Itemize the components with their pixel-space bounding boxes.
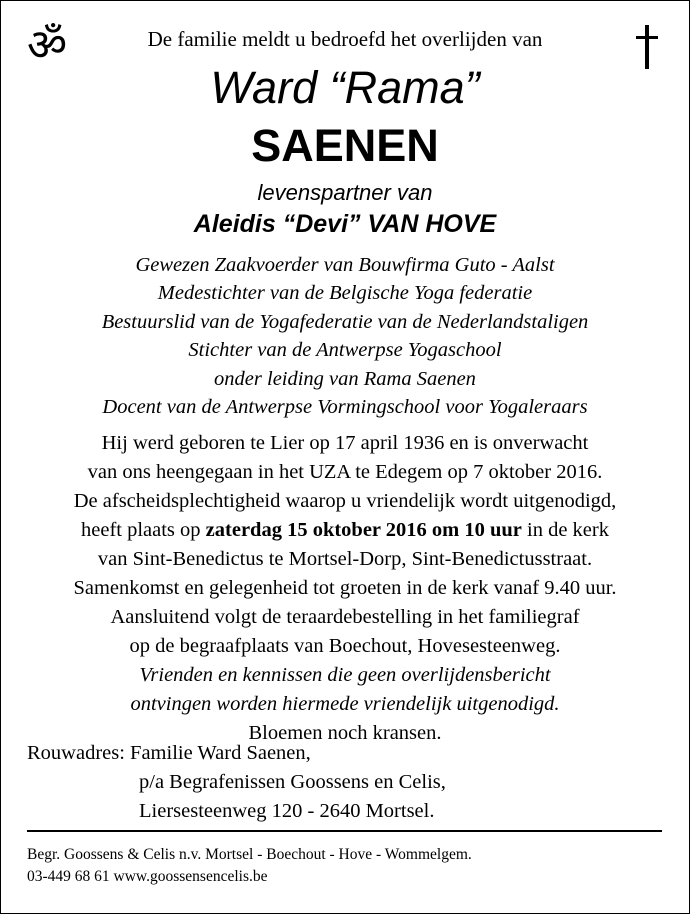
deceased-first-name: Ward “Rama” [210, 62, 480, 113]
footer-contact: 03-449 68 61 www.goossensencelis.be [27, 868, 268, 885]
role-item: Bestuurslid van de Yogafederatie van de Nederlandstaligen [101, 310, 589, 333]
footer-divider [27, 830, 662, 832]
role-item: Medestichter van de Belgische Yoga federatie [157, 282, 533, 305]
body-line: op de begraafplaats van Boechout, Hovesesteenweg. [129, 635, 561, 657]
body-line: Samenkomst en gelegenheid tot groeten in de kerk vanaf 9.40 uur. [73, 577, 617, 599]
partner-label: levenspartner van [257, 180, 433, 205]
body-line: Aansluitend volgt de teraardebestelling in het familiegraf [110, 606, 580, 628]
announcement-body [0, 429, 690, 748]
intro-line: De familie meldt u bedroefd het overlijden van [147, 27, 543, 51]
invitation-line: ontvingen worden hiermede vriendelijk uitgenodigd. [130, 693, 560, 715]
om-icon: ॐ [27, 20, 68, 71]
body-text: in de kerk [521, 519, 609, 541]
role-item: onder leiding van Rama Saenen [214, 367, 476, 390]
partner-name: Aleidis “Devi” VAN HOVE [193, 210, 497, 238]
role-item: Docent van de Antwerpse Vormingschool voor Yogaleraars [102, 396, 588, 419]
invitation-line: Vrienden en kennissen die geen overlijdensbericht [139, 664, 551, 686]
address-line: Liersesteenweg 120 - 2640 Mortsel. [139, 800, 435, 822]
body-line: De afscheidsplechtigheid waarop u vriendelijk wordt uitgenodigd, [73, 490, 617, 512]
footer-line: Begr. Goossens & Celis n.v. Mortsel - Boechout - Hove - Wommelgem. [27, 846, 472, 863]
address-line: Rouwadres: Familie Ward Saenen, [27, 742, 311, 764]
funeral-home-footer [27, 844, 472, 888]
body-line: van ons heengegaan in het UZA te Edegem op 7 oktober 2016. [87, 461, 603, 483]
role-item: Gewezen Zaakvoerder van Bouwfirma Guto - Aalst [135, 254, 555, 276]
body-line: Hij werd geboren te Lier op 17 april 1936 en is onverwacht [101, 432, 589, 454]
flowers-notice: Bloemen noch kransen. [248, 722, 442, 744]
mourning-address [27, 739, 446, 826]
body-text: heeft plaats op [81, 519, 206, 541]
ceremony-line [0, 516, 690, 545]
address-line: p/a Begrafenissen Goossens en Celis, [139, 771, 446, 793]
deceased-last-name: SAENEN [251, 120, 439, 171]
ceremony-datetime: zaterdag 15 oktober 2016 om 10 uur [205, 519, 522, 541]
role-item: Stichter van de Antwerpse Yogaschool [188, 339, 502, 362]
body-line: van Sint-Benedictus te Mortsel-Dorp, Sint-Benedictusstraat. [97, 548, 593, 570]
roles-list [0, 251, 690, 421]
